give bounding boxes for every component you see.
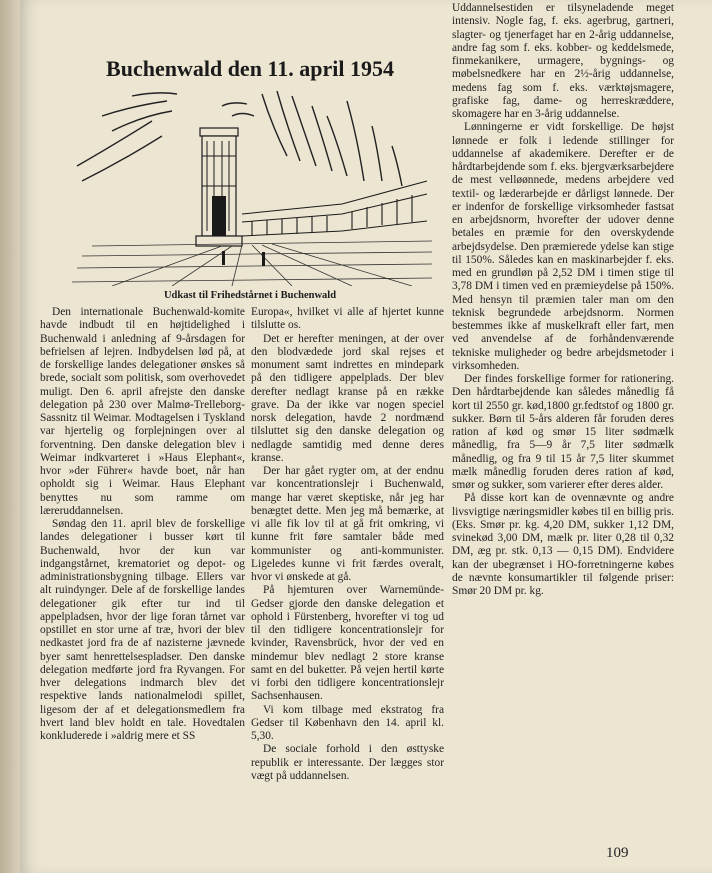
paragraph: Vi kom tilbage med ekstratog fra Gedser til København den 14. april kl. 5,30.	[251, 703, 444, 742]
paragraph: De sociale forhold i den østtyske republik er interessante. Der lægges stor vægt på uddannelsen.	[251, 743, 444, 782]
paragraph: Der har gået rygter om, at der endnu var koncentrationslejr i Buchenwald, mange har været skeptiske, når jeg har benægtet dette. Men jeg må bemærke, at vi alle fik lov til at gå frit omkring, vi kunne frit føre samtaler både med kommunister og anti-kommunister. Ligeledes kunne vi frit færdes overalt, hvor vi ønskede at gå.	[251, 465, 444, 583]
paragraph: På disse kort kan de ovennævnte og andre livsvigtige næringsmidler købes til en billig pris. (Eks. Smør pr. kg. 4,20 DM, sukker 1,12 DM, svinekød 3,00 DM, mælk pr. liter 0,28 til 0,32 DM, æg pr. stk. 0,13 — 0,15 DM). Endvidere kan der ubegrænset i HO-forretningerne købes de nævnte konsumartikler til følgende priser: Smør 20 DM pr. kg.	[452, 492, 674, 597]
page-number: 109	[606, 845, 629, 861]
column-3	[452, 2, 674, 598]
column-1	[40, 306, 245, 743]
column-2	[251, 306, 444, 783]
illustration-caption: Udkast til Frihedstårnet i Buchenwald	[163, 290, 337, 301]
article-title: Buchenwald den 11. april 1954	[106, 56, 394, 81]
paragraph: På hjemturen over Warnemünde-Gedser gjorde den danske delegation et ophold i Fürstenberg, hvorefter vi tog ud til den tidligere koncentrationslejr for kvinder, Ravensbrück, hvor der ved en mindemur blev nedlagt 2 store kranse samt en del buketter. På vejen hertil kørte vi forbi den tidligere koncentrationslejr Sachsenhausen.	[251, 584, 444, 703]
tower-illustration	[72, 86, 432, 286]
paragraph: Lønningerne er vidt forskellige. De højst lønnede er folk i ledende stillinger for uddannelse af akademikere. Derefter er de hårdtarbejdende som f. eks. bjergværksarbejdere de mest velløønnede, medens arbejdere ved textil- og læderarbejde er dårligst lønnede. Der er indenfor de forskellige virksomheder fastsat en arbejdsnorm, hvorefter der udover denne betales en præmie for den overskydende arbejdsydelse. Den præmierede ydelse kan stige til 150%. Således kan en maskinarbejder f. eks. med en grundløn på 2,52 DM i timen stige til 3,78 DM i timen ved en præmieydelse på 150%. Med hensyn til præmien taler man om den teknisk begrundede arbejdsnorm. Normen bestemmes ikke af muskelkraft eller fart, men ved anvendelse af de forhåndenværende tekniske muligheder og bedre arbejdsmetoder i virksomheden.	[452, 121, 674, 372]
page-gutter	[0, 0, 22, 873]
paragraph: Det er herefter meningen, at der over den blodvædede jord skal rejses et monument samt indrettes en mindepark på den tidligere appelplads. Der blev derefter nedlagt kranse på en række grave. Da der ikke var nogen speciel norsk delegation, havde 2 nordmænd tilsluttet sig den danske delegation og nedlagde samtidig med denne deres kranse.	[251, 332, 444, 464]
paragraph: Uddannelsestiden er tilsyneladende meget intensiv. Nogle fag, f. eks. agerbrug, gartneri, slagter- og tjenerfaget har en 2-årig uddannelse, andre fag som f. eks. kobber- og keddelsmede, finmekanikere, urmagere, bygnings- og møbelsnedkere har en 2½-årig uddannelse, medens fag som f. eks. værktøjsmagere, grafiske fag, dame- og herreskræddere, skomagere har en 3-årig uddannelse.	[452, 2, 674, 120]
paragraph: Europa«, hvilket vi alle af hjertet kunne tilslutte os.	[251, 306, 444, 332]
paragraph: Søndag den 11. april blev de forskellige landes delegationer i busser kørt til Buchenwald, hvor der kun var indgangstårnet, krematoriet og depot- og administrationsbygning tilbage. Ellers var alt ruindynger. Dele af de forskellige landes delegationer gik efter tur ind til appelpladsen, hvor der lige foran tårnet var opstillet en stor urne af træ, hvori der blev nedkastet jord fra de af nazisterne jævnede byer samt henrettelsespladser. Den danske delegation medførte jord fra Ryvangen. For hver delegations indmarch blev det respektive lands nationalmelodi spillet, ligesom der af et delegationsmedlem fra hvert land blev holdt en tale. Hovedtalen konkluderede i »aldrig mere et SS	[40, 518, 245, 742]
paragraph: Den internationale Buchenwald-komite havde indbudt til en højtidelighed i Buchenwald i anledning af 9-årsdagen for befrielsen af lejren. Indbydelsen lød på, at de forskellige landes delegationer ønskes så brede, socialt som politisk, som overhovedet muligt. Den 6. april afrejste den danske delegation på 230 over Malmø-Trelleborg-Sassnitz til Weimar. Modtagelsen i Tyskland var hjertelig og forplejningen over al forventning. Den danske delegation blev i Weimar indkvarteret i »Haus Elephant«, hvor »der Führer« havde boet, når han opholdt sig i Weimar. Haus Elephant benyttes nu som ramme om læreruddannelsen.	[40, 306, 245, 517]
paragraph: Der findes forskellige former for rationering. Den hårdtarbejdende kan således månedlig få kort til 2550 gr. kød,1800 gr.fedtstof og 1800 gr. sukker. Børn til 5-års alderen får foruden deres ration af kød og smør 15 liter sødmælk månedlig, fra 5—9 år 7,5 liter sødmælk månedlig, og fra 9 til 15 år 7,5 liter skummet mælk månedlig foruden deres ration af kød, smør og sukker, som varierer efter deres alder.	[452, 373, 674, 491]
